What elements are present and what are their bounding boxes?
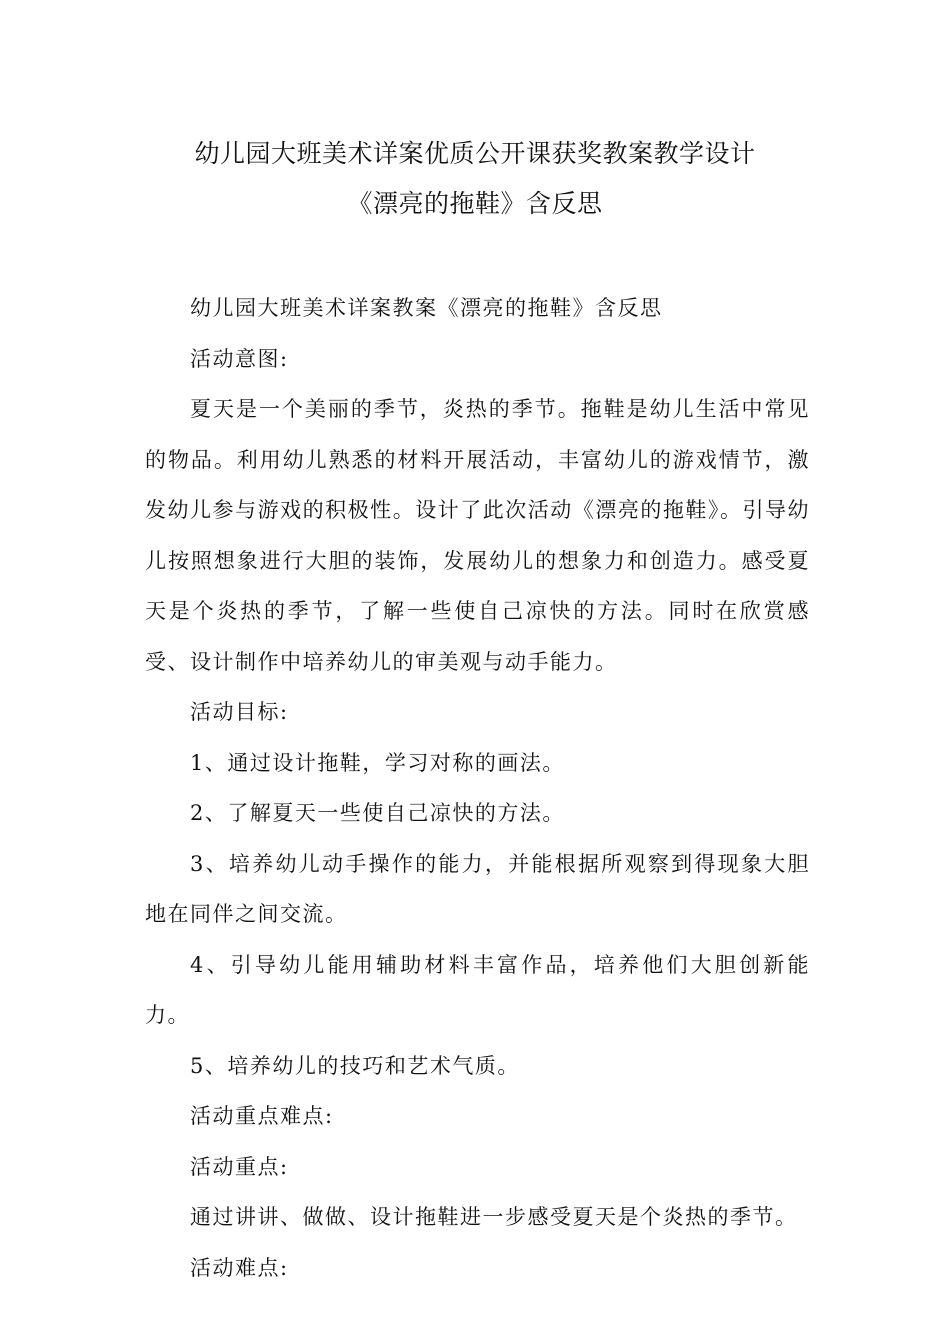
heading-difficult-points: 活动难点: (190, 1255, 289, 1280)
document-body (145, 283, 810, 1293)
goal-item-5: 5、培养幼儿的技巧和艺术气质。 (190, 1053, 520, 1078)
heading-activity-intent: 活动意图: (190, 346, 289, 371)
goal-item-4: 4、引导幼儿能用辅助材料丰富作品，培养他们大胆创新能力。 (145, 952, 810, 1027)
heading-key-difficult-points: 活动重点难点: (190, 1104, 334, 1128)
heading-activity-goals: 活动目标: (190, 700, 289, 724)
goal-item-3: 3、培养幼儿动手操作的能力，并能根据所观察到得现象大胆地在同伴之间交流。 (145, 851, 810, 926)
document-title-line-1: 幼儿园大班美术详案优质公开课获奖教案教学设计 (194, 139, 756, 168)
paragraph-subtitle: 幼儿园大班美术详案教案《漂亮的拖鞋》含反思 (190, 296, 663, 320)
paragraph-activity-intent: 夏天是一个美丽的季节，炎热的季节。拖鞋是幼儿生活中常见的物品。利用幼儿熟悉的材料开展活动，丰富幼儿的游戏情节，激发幼儿参与游戏的积极性。设计了此次活动《漂亮的拖鞋》。引导幼儿按照想象进行大胆的装饰，发展幼儿的想象力和创造力。感受夏天是个炎热的季节，了解一些使自己凉快的方法。同时在欣赏感受、设计制作中培养幼儿的审美观与动手能力。 (145, 397, 810, 674)
paragraph-key-points: 通过讲讲、做做、设计拖鞋进一步感受夏天是个炎热的季节。 (190, 1205, 798, 1229)
goal-item-2: 2、了解夏天一些使自己凉快的方法。 (190, 801, 565, 825)
heading-key-points: 活动重点: (190, 1154, 289, 1179)
document-title-line-2: 《漂亮的拖鞋》含反思 (347, 189, 603, 218)
goal-item-1: 1、通过设计拖鞋，学习对称的画法。 (190, 750, 565, 775)
